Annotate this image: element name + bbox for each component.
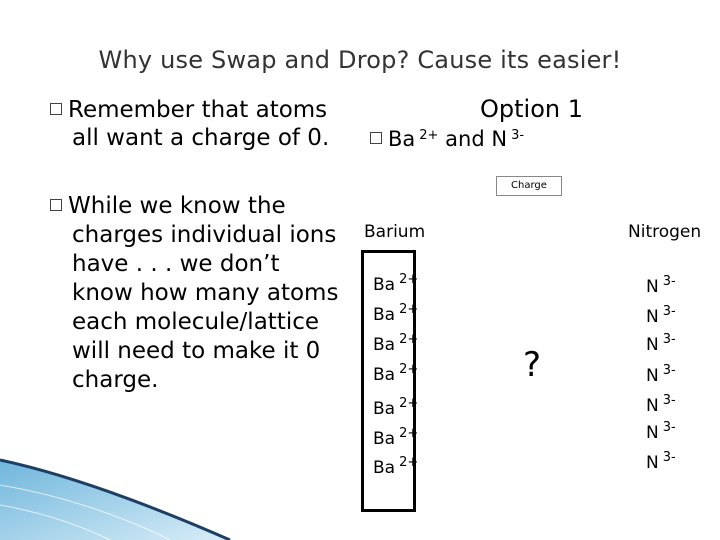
bullet-remember — [50, 96, 350, 152]
bullet2-line: charges individual ions — [72, 222, 337, 248]
question-mark: ? — [523, 345, 542, 385]
bullet2-line: know how many atoms — [72, 280, 339, 306]
bullet2-line: While we know the — [68, 193, 286, 219]
barium-ion: Ba $^{2+}$ — [373, 272, 419, 295]
nitrogen-ion: N $^{3-}$ — [646, 274, 676, 297]
ion2-charge: 3- — [511, 128, 525, 143]
barium-ion: Ba $^{2+}$ — [373, 302, 419, 325]
charge-label-box: Charge — [496, 176, 562, 196]
nitrogen-ion: N $^{3-}$ — [646, 393, 676, 416]
bullet-box-icon — [50, 103, 62, 115]
ion2-symbol: N — [491, 127, 508, 151]
barium-ion: Ba $^{2+}$ — [373, 332, 419, 355]
bullet-box-icon — [370, 132, 382, 144]
nitrogen-ion: N $^{3-}$ — [646, 450, 676, 473]
option-title: Option 1 — [480, 95, 583, 123]
option-ions-line — [370, 127, 524, 151]
barium-ion: Ba $^{2+}$ — [373, 455, 419, 478]
barium-ion: Ba $^{2+}$ — [373, 396, 419, 419]
ion1-charge: 2+ — [419, 128, 439, 143]
conjunction: and — [445, 127, 485, 151]
ion1-symbol: Ba — [388, 127, 416, 151]
barium-ion: Ba $^{2+}$ — [373, 426, 419, 449]
barium-header: Barium — [364, 222, 426, 242]
barium-ion: Ba $^{2+}$ — [373, 362, 419, 385]
bullet2-line: charge. — [72, 367, 159, 393]
nitrogen-header: Nitrogen — [628, 222, 702, 242]
nitrogen-ion: N $^{3-}$ — [646, 332, 676, 355]
nitrogen-ion: N $^{3-}$ — [646, 304, 676, 327]
bullet1-line2: all want a charge of 0. — [72, 125, 330, 151]
bullet2-line: will need to make it 0 — [72, 338, 321, 364]
bullet-while — [50, 192, 350, 395]
nitrogen-ion: N $^{3-}$ — [646, 420, 676, 443]
bullet2-line: each molecule/lattice — [72, 309, 320, 335]
decorative-swoosh — [0, 440, 330, 540]
bullet1-line1: Remember that atoms — [68, 97, 328, 123]
slide-title: Why use Swap and Drop? Cause its easier! — [98, 46, 622, 74]
bullet-box-icon — [50, 199, 62, 211]
nitrogen-ion: N $^{3-}$ — [646, 363, 676, 386]
bullet2-line: have . . . we don’t — [72, 251, 280, 277]
